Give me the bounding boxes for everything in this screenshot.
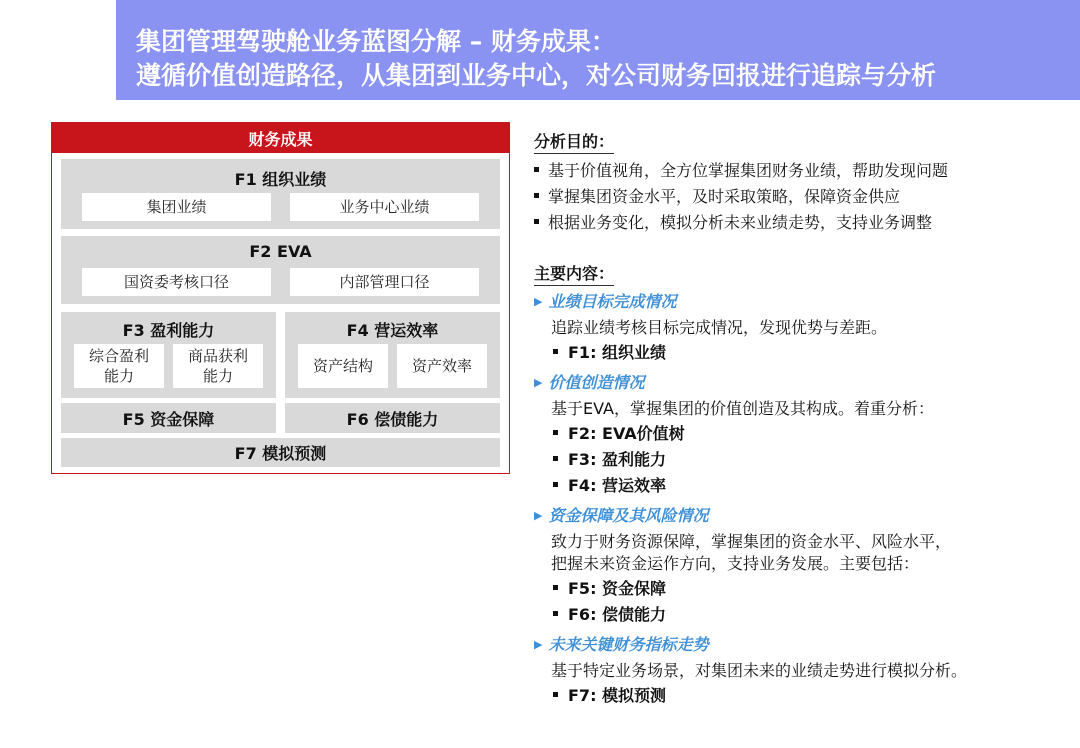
section-item: F7: 模拟预测 <box>553 683 666 706</box>
f1-group <box>61 159 500 229</box>
bullet-square-icon <box>553 482 558 487</box>
finance-results-diagram <box>51 122 510 474</box>
section-item: F3: 盈利能力 <box>553 447 666 470</box>
f2-title: F2 EVA <box>249 242 312 261</box>
f3-group <box>61 312 276 398</box>
section-heading: ▶ 资金保障及其风险情况 <box>534 506 709 525</box>
page-subtitle: 遵循价值创造路径，从集团到业务中心，对公司财务回报进行追踪与分析 <box>136 61 937 90</box>
f3-item-line: 综合盈利 <box>88 347 149 365</box>
f4-group <box>285 312 500 398</box>
section-item: F4: 营运效率 <box>553 473 666 496</box>
triangle-right-icon: ▶ <box>534 638 543 651</box>
f4-item-asset-efficiency: 资产效率 <box>397 344 487 388</box>
f6-group: F6 偿债能力 <box>285 403 500 433</box>
bullet-square-icon <box>553 585 558 590</box>
f5-group: F5 资金保障 <box>61 403 276 433</box>
f2-item-internal: 内部管理口径 <box>290 268 479 296</box>
bullet-square-icon <box>553 611 558 616</box>
triangle-right-icon: ▶ <box>534 295 543 308</box>
bullet-square-icon <box>534 167 539 172</box>
analysis-bullet: 掌握集团资金水平，及时采取策略，保障资金供应 <box>534 184 900 207</box>
page-title: 集团管理驾驶舱业务蓝图分解 – 财务成果： <box>136 27 616 56</box>
f7-group: F7 模拟预测 <box>61 438 500 467</box>
triangle-right-icon: ▶ <box>534 509 543 522</box>
section-description: 基于EVA，掌握集团的价值创造及其构成。着重分析： <box>551 399 934 418</box>
section-description: 基于特定业务场景，对集团未来的业绩走势进行模拟分析。 <box>551 661 968 680</box>
f3-item-product-profit <box>173 344 263 388</box>
bullet-square-icon <box>553 456 558 461</box>
title-banner <box>116 0 1080 100</box>
section-description: 致力于财务资源保障，掌握集团的资金水平、风险水平， <box>551 532 952 551</box>
bullet-square-icon <box>553 430 558 435</box>
bullet-square-icon <box>553 349 558 354</box>
main-content-title: 主要内容： <box>534 261 614 286</box>
section-item: F2: EVA价值树 <box>553 421 685 444</box>
bullet-square-icon <box>553 692 558 697</box>
section-heading: ▶ 价值创造情况 <box>534 373 645 392</box>
f4-title: F4 营运效率 <box>346 321 439 340</box>
f2-group <box>61 236 500 304</box>
f2-item-sasac: 国资委考核口径 <box>82 268 271 296</box>
section-item: F1: 组织业绩 <box>553 340 666 363</box>
f1-title: F1 组织业绩 <box>234 170 327 189</box>
bullet-square-icon <box>534 219 539 224</box>
f3-item-line: 能力 <box>202 367 233 385</box>
f3-item-line: 能力 <box>103 367 134 385</box>
diagram-header: 财务成果 <box>52 123 509 153</box>
section-description: 把握未来资金运作方向，支持业务发展。主要包括： <box>551 554 920 573</box>
f3-title: F3 盈利能力 <box>122 321 215 340</box>
analysis-purpose-title: 分析目的： <box>534 129 614 154</box>
f4-item-asset-structure: 资产结构 <box>298 344 388 388</box>
analysis-bullet: 基于价值视角，全方位掌握集团财务业绩，帮助发现问题 <box>534 158 948 181</box>
triangle-right-icon: ▶ <box>534 376 543 389</box>
f3-item-line: 商品获利 <box>187 347 248 365</box>
analysis-bullet: 根据业务变化，模拟分析未来业绩走势，支持业务调整 <box>534 210 932 233</box>
f3-item-comprehensive-profit <box>74 344 164 388</box>
section-heading: ▶ 未来关键财务指标走势 <box>534 635 709 654</box>
f1-item-group-performance: 集团业绩 <box>82 193 271 221</box>
section-description: 追踪业绩考核目标完成情况，发现优势与差距。 <box>551 318 888 337</box>
section-item: F5: 资金保障 <box>553 576 666 599</box>
f1-item-center-performance: 业务中心业绩 <box>290 193 479 221</box>
bullet-square-icon <box>534 193 539 198</box>
section-item: F6: 偿债能力 <box>553 602 666 625</box>
section-heading: ▶ 业绩目标完成情况 <box>534 292 677 311</box>
